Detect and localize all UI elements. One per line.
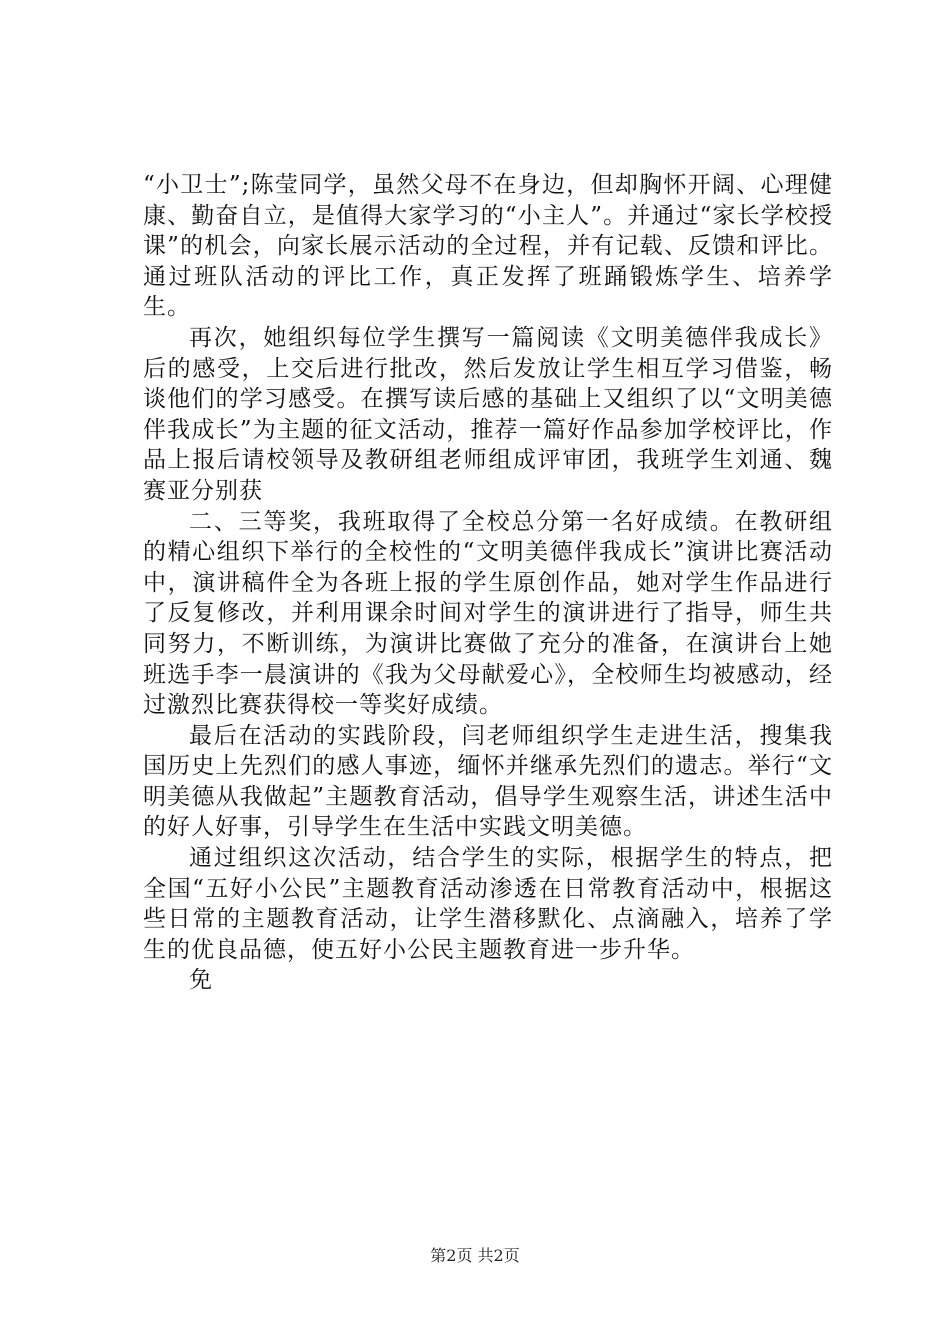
paragraph-4: 最后在活动的实践阶段，闫老师组织学生走进生活，搜集我国历史上先烈们的感人事迹，缅怀并继承先烈们的遗志。举行“文明美德从我做起”主题教育活动，倡导学生观察生活，讲述生活中的好人好事，引导学生在生活中实践文明美德。 [143, 722, 833, 841]
paragraph-2: 再次，她组织每位学生撰写一篇阅读《文明美德伴我成长》后的感受，上交后进行批改，然后发放让学生相互学习借鉴，畅谈他们的学习感受。在撰写读后感的基础上又组织了以“文明美德伴我成长”为主题的征文活动，推荐一篇好作品参加学校评比，作品上报后请校领导及教研组老师组成评审团，我班学生刘通、魏赛亚分别获 [143, 324, 833, 504]
paragraph-3: 二、三等奖，我班取得了全校总分第一名好成绩。在教研组的精心组织下举行的全校性的“文明美德伴我成长”演讲比赛活动中，演讲稿件全为各班上报的学生原创作品，她对学生作品进行了反复修改，并利用课余时间对学生的演讲进行了指导，师生共同努力，不断训练，为演讲比赛做了充分的准备，在演讲台上她班选手李一晨演讲的《我为父母献爱心》，全校师生均被感动，经过激烈比赛获得校一等奖好成绩。 [143, 508, 833, 719]
paragraph-5: 通过组织这次活动，结合学生的实际，根据学生的特点，把全国“五好小公民”主题教育活动渗透在日常教育活动中，根据这些日常的主题教育活动，让学生潜移默化、点滴融入，培养了学生的优良品德，使五好小公民主题教育进一步升华。 [143, 845, 833, 963]
page-footer: 第2页 共2页 [430, 1246, 520, 1265]
paragraph-6: 免 [189, 967, 213, 994]
paragraph-1: “小卫士”;陈莹同学，虽然父母不在身边，但却胸怀开阔、心理健康、勤奋自立，是值得大家学习的“小主人”。并通过“家长学校授课”的机会，向家长展示活动的全过程，并有记载、反馈和评比。通过班队活动的评比工作，真正发挥了班踊锻炼学生、培养学生。 [143, 172, 833, 321]
document-body [143, 170, 833, 996]
